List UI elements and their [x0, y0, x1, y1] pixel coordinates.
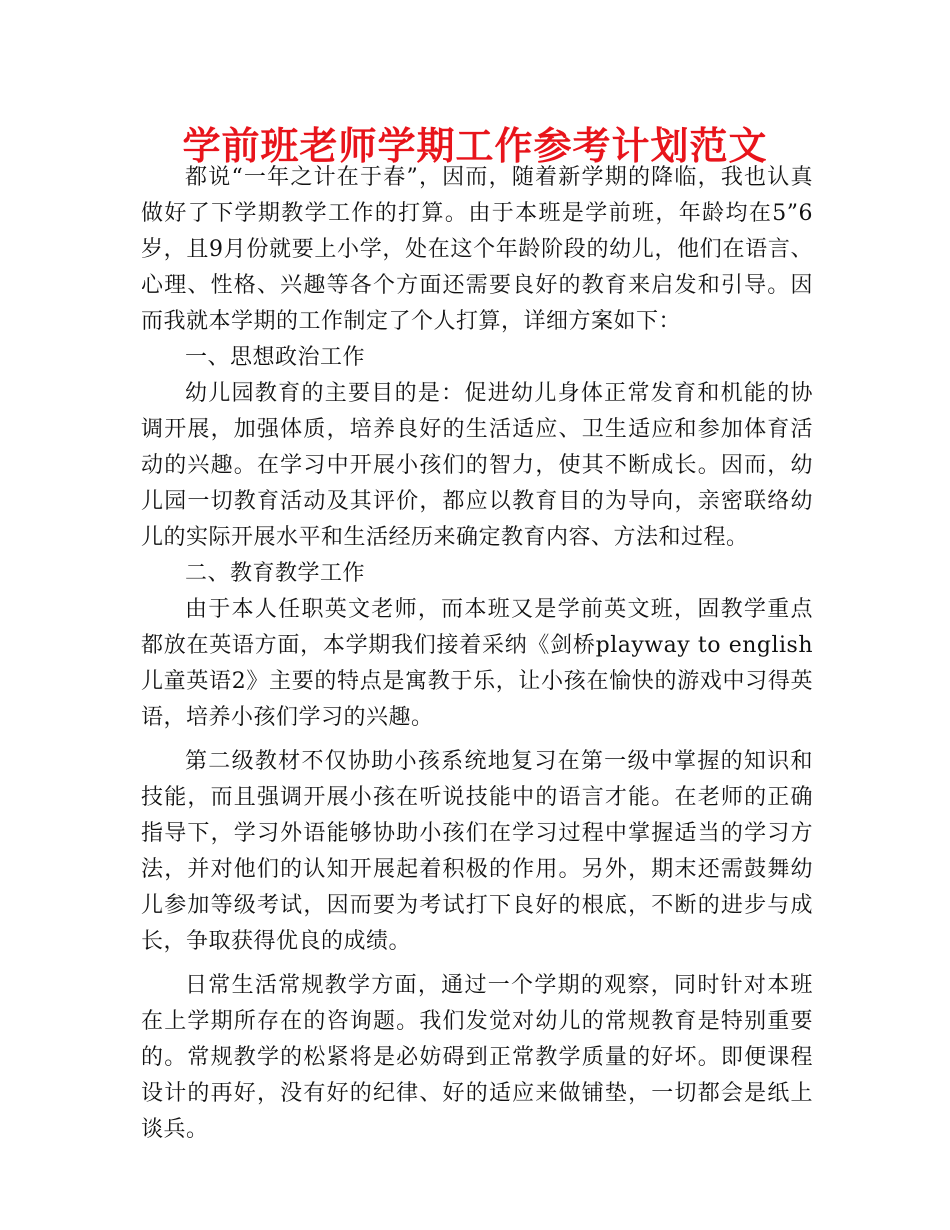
paragraph-political-work: 幼儿园教育的主要目的是：促进幼儿身体正常发育和机能的协调开展，加强体质，培养良好的生活适应、卫生适应和参加体育活动的兴趣。在学习中开展小孩们的智力，使其不断成长。因而，幼儿园一切教育活动及其评价，都应以教育目的为导向，亲密联络幼儿的实际开展水平和生活经历来确定教育内容、方法和过程。: [141, 381, 813, 550]
paragraph-second-level-material: 第二级教材不仅协助小孩系统地复习在第一级中掌握的知识和技能，而且强调开展小孩在听说技能中的语言才能。在老师的正确指导下，学习外语能够协助小孩们在学习过程中掌握适当的学习方法，并对他们的认知开展起着积极的作用。另外，期末还需鼓舞幼儿参加等级考试，因而要为考试打下良好的根底，不断的进步与成长，争取获得优良的成绩。: [141, 749, 813, 954]
paragraph-daily-routine: 日常生活常规教学方面，通过一个学期的观察，同时针对本班在上学期所存在的咨询题。我们发觉对幼儿的常规教育是特别重要的。常规教学的松紧将是必妨碍到正常教学质量的好坏。即便课程设计的再好，没有好的纪律、好的适应来做铺垫，一切都会是纸上谈兵。: [141, 973, 813, 1142]
section-heading-teaching: 二、教育教学工作: [185, 561, 366, 586]
section-heading-political: 一、思想政治工作: [185, 345, 366, 370]
paragraph-intro: 都说“一年之计在于春”，因而，随着新学期的降临，我也认真做好了下学期教学工作的打算。由于本班是学前班，年龄均在5”6岁，且9月份就要上小学，处在这个年龄阶段的幼儿，他们在语言、心理、性格、兴趣等各个方面还需要良好的教育来启发和引导。因而我就本学期的工作制定了个人打算，详细方案如下：: [141, 165, 813, 334]
document-body: [141, 160, 813, 1148]
paragraph-english-teaching: 由于本人任职英文老师，而本班又是学前英文班，固教学重点都放在英语方面，本学期我们接着采纳《剑桥playway to english儿童英语2》主要的特点是寓教于乐，让小孩在愉快的游戏中习得英语，培养小孩们学习的兴趣。: [141, 597, 813, 730]
document-title: 学前班老师学期工作参考计划范文: [182, 124, 768, 168]
